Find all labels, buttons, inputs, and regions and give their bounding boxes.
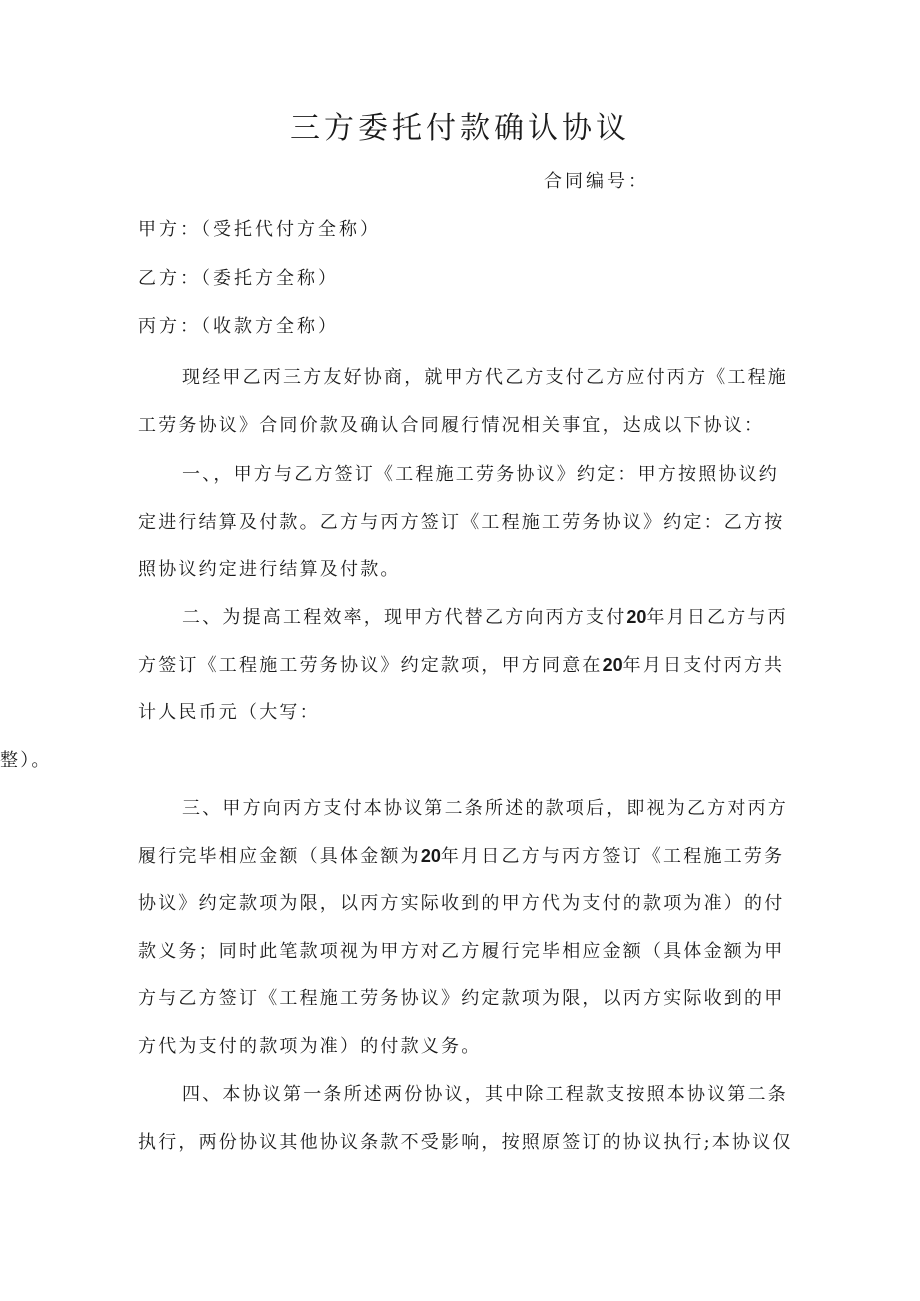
clause-three-line: 三、甲方向丙方支付本协议第二条所述的款项后，即视为乙方对丙方 [182,798,788,819]
intro-line: 工劳务协议》合同价款及确认合同履行情况相关事宜，达成以下协议： [138,414,765,436]
clause-one-line: 照协议约定进行结算及付款。 [138,559,401,581]
clause-two-line: 二、为提高工程效率，现甲方代替乙方向丙方支付20年月日乙方与丙 [182,607,788,628]
clause-three-line: 款义务；同时此笔款项视为甲方对乙方履行完毕相应金额（具体金额为甲 [138,940,785,962]
clause-four-paragraph [138,1071,793,1166]
year-digits: 20 [420,845,441,866]
clause-one-paragraph [138,451,788,594]
intro-line: 现经甲乙丙三方友好协商，就甲方代乙方支付乙方应付丙方《工程施 [182,367,788,388]
party-c-line: 丙方：（收款方全称） [138,316,339,337]
clause-two-line: 计人民币元（大写： [138,702,320,724]
clause-one-line: 一、，甲方与乙方签订《工程施工劳务协议》约定：甲方按照协议约 [182,464,779,485]
clause-one-line: 定进行结算及付款。乙方与丙方签订《工程施工劳务协议》约定：乙方按 [138,511,785,533]
party-a-line: 甲方：（受托代付方全称） [138,219,381,240]
clause-four-line: 四、本协议第一条所述两份协议，其中除工程款支按照本协议第二条 [182,1084,788,1105]
clause-three-line: 方代为支付的款项为准）的付款义务。 [138,1035,482,1057]
year-digits: 20 [626,607,647,627]
year-digits: 20 [602,654,623,675]
clause-three-line: 履行完毕相应金额（具体金额为20年月日乙方与丙方签订《工程施工劳务 [138,845,785,867]
party-b-line: 乙方：（委托方全称） [138,268,339,289]
clause-three-line: 协议》约定款项为限，以丙方实际收到的甲方代为支付的款项为准）的付 [138,893,785,915]
clause-two-line: 方签订《工程施工劳务协议》约定款项，甲方同意在20年月日支付丙方共 [138,654,785,676]
clause-three-line: 方与乙方签订《工程施工劳务协议》约定款项为限，以丙方实际收到的甲 [138,988,785,1010]
document-title: 三方委托付款确认协议 [290,111,630,146]
intro-paragraph [138,354,788,449]
contract-number-label: 合同编号： [544,171,649,192]
clause-two-paragraph [0,594,788,784]
clause-four-line: 执行，两份协议其他协议条款不受影响，按照原签订的协议执行;本协议仅 [138,1131,793,1153]
clause-three-paragraph [138,785,788,1071]
clause-two-line: 整）。 [0,749,52,771]
